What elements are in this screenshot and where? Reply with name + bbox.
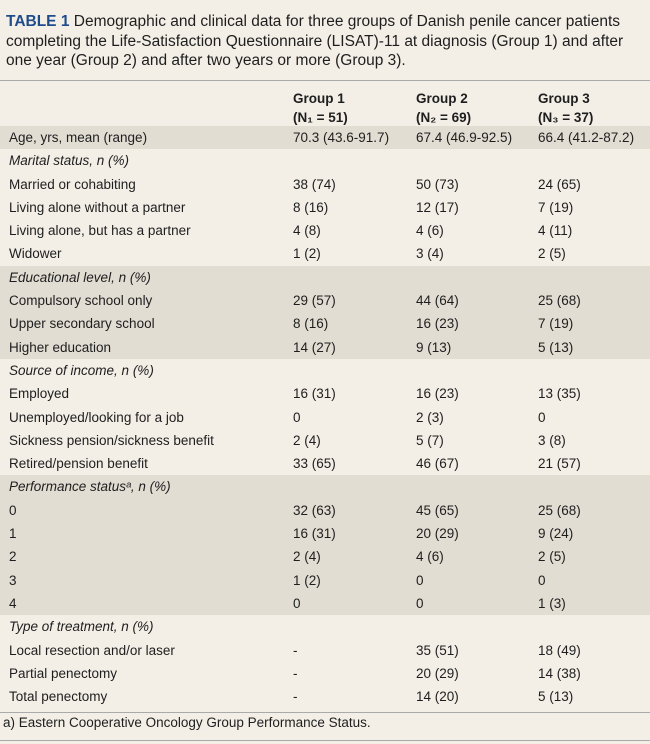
table-row (0, 592, 650, 615)
table-row (0, 406, 650, 429)
row-label: Local resection and/or laser (9, 642, 175, 658)
cell-group-1: 38 (74) (293, 176, 336, 192)
table-row (0, 336, 650, 359)
cell-group-3: 2 (5) (538, 549, 566, 565)
column-name: Group 3 (538, 91, 590, 106)
cell-group-2: 50 (73) (416, 176, 459, 192)
cell-group-1: 70.3 (43.6-91.7) (293, 130, 390, 145)
section-header-row (0, 475, 650, 498)
cell-group-3: 7 (19) (538, 199, 574, 215)
row-label: Retired/pension benefit (9, 456, 148, 472)
table-body (0, 126, 650, 708)
table-row (0, 662, 650, 685)
table-row (0, 173, 650, 196)
cell-group-3: 1 (3) (538, 595, 566, 611)
row-label: Unemployed/looking for a job (9, 409, 184, 425)
table-row (0, 196, 650, 219)
row-label: Living alone without a partner (9, 199, 186, 215)
section-header-row (0, 149, 650, 172)
cell-group-3: 18 (49) (538, 642, 581, 658)
cell-group-3: 4 (11) (538, 223, 573, 239)
cell-group-1: - (293, 642, 298, 658)
cell-group-1: - (293, 689, 298, 705)
bottom-rule (0, 740, 650, 741)
cell-group-2: 4 (6) (416, 223, 444, 239)
cell-group-2: 0 (416, 595, 424, 611)
row-label: Employed (9, 386, 70, 402)
table-row (0, 499, 650, 522)
cell-group-1: 8 (16) (293, 199, 329, 215)
row-label: 4 (9, 595, 17, 611)
cell-group-2: 45 (65) (416, 502, 459, 518)
row-label: Sickness pension/sickness benefit (9, 432, 214, 448)
cell-group-3: 0 (538, 409, 546, 425)
cell-group-2: 67.4 (46.9-92.5) (416, 130, 513, 145)
column-header-group-3 (538, 89, 593, 127)
cell-group-3: 3 (8) (538, 432, 566, 448)
cell-group-1: 29 (57) (293, 293, 336, 309)
cell-group-1: 32 (63) (293, 502, 336, 518)
cell-group-2: 2 (3) (416, 409, 444, 425)
cell-group-3: 25 (68) (538, 502, 581, 518)
table-row (0, 545, 650, 568)
cell-group-2: 46 (67) (416, 456, 459, 472)
row-label: Source of income, n (%) (9, 362, 154, 378)
cell-group-2: 12 (17) (416, 199, 459, 215)
cell-group-2: 0 (416, 572, 424, 588)
row-label: Marital status, n (%) (9, 153, 130, 169)
column-name: Group 1 (293, 91, 345, 106)
column-n: (N₂ = 69) (416, 110, 472, 125)
cell-group-3: 13 (35) (538, 386, 581, 402)
cell-group-2: 16 (23) (416, 316, 459, 332)
cell-group-2: 44 (64) (416, 293, 459, 309)
table-label: TABLE 1 (6, 13, 70, 30)
column-n: (N₁ = 51) (293, 110, 348, 125)
row-label: Age, yrs, mean (range) (9, 130, 148, 145)
table-row (0, 452, 650, 475)
cell-group-1: 1 (2) (293, 246, 321, 262)
section-header-row (0, 359, 650, 382)
cell-group-2: 35 (51) (416, 642, 459, 658)
row-label: Educational level, n (%) (9, 269, 151, 285)
column-header-group-2 (416, 89, 471, 127)
table-row (0, 242, 650, 265)
cell-group-3: 21 (57) (538, 456, 581, 472)
caption-text: Demographic and clinical data for three groups of Danish penile cancer patients completing the Life-Satisfaction Questionnaire (LISAT)-11 at diagnosis (Group 1) and after one year (Group 2) and after two years or more (Group 3). (6, 13, 624, 69)
cell-group-3: 14 (38) (538, 665, 581, 681)
cell-group-1: 1 (2) (293, 572, 321, 588)
cell-group-2: 4 (6) (416, 549, 444, 565)
row-label: 1 (9, 526, 17, 542)
row-label: Partial penectomy (9, 665, 118, 681)
cell-group-2: 16 (23) (416, 386, 459, 402)
cell-group-1: - (293, 665, 298, 681)
cell-group-3: 2 (5) (538, 246, 566, 262)
section-header-row (0, 615, 650, 638)
cell-group-3: 25 (68) (538, 293, 581, 309)
table-row (0, 219, 650, 242)
cell-group-1: 33 (65) (293, 456, 336, 472)
cell-group-1: 0 (293, 409, 301, 425)
row-label: Widower (9, 246, 62, 262)
row-label: 0 (9, 502, 17, 518)
table-row (0, 289, 650, 312)
cell-group-1: 2 (4) (293, 549, 321, 565)
row-label: Type of treatment, n (%) (9, 619, 154, 635)
row-label: Compulsory school only (9, 293, 153, 309)
column-name: Group 2 (416, 91, 468, 106)
cell-group-1: 8 (16) (293, 316, 329, 332)
cell-group-1: 4 (8) (293, 223, 321, 239)
table-row (0, 639, 650, 662)
cell-group-3: 5 (13) (538, 339, 574, 355)
row-label: Performance statusᵃ, n (%) (9, 479, 171, 495)
cell-group-3: 7 (19) (538, 316, 574, 332)
cell-group-2: 20 (29) (416, 526, 459, 542)
cell-group-3: 24 (65) (538, 176, 581, 192)
cell-group-1: 2 (4) (293, 432, 321, 448)
row-label: Higher education (9, 339, 112, 355)
section-header-row (0, 266, 650, 289)
cell-group-1: 16 (31) (293, 526, 336, 542)
table-row (0, 382, 650, 405)
cell-group-2: 14 (20) (416, 689, 459, 705)
cell-group-2: 5 (7) (416, 432, 444, 448)
table-row (0, 126, 650, 149)
table-header (0, 80, 650, 127)
table-row (0, 522, 650, 545)
table-row (0, 569, 650, 592)
table-caption (6, 12, 646, 71)
row-label: Living alone, but has a partner (9, 223, 191, 239)
row-label: Married or cohabiting (9, 176, 136, 192)
row-label: Upper secondary school (9, 316, 155, 332)
cell-group-3: 5 (13) (538, 689, 574, 705)
table-row (0, 312, 650, 335)
cell-group-3: 0 (538, 572, 546, 588)
cell-group-2: 20 (29) (416, 665, 459, 681)
row-label: Total penectomy (9, 689, 108, 705)
cell-group-1: 14 (27) (293, 339, 336, 355)
column-header-group-1 (293, 89, 348, 127)
row-label: 3 (9, 572, 17, 588)
cell-group-2: 9 (13) (416, 339, 452, 355)
cell-group-2: 3 (4) (416, 246, 444, 262)
table-row (0, 685, 650, 708)
cell-group-3: 66.4 (41.2-87.2) (538, 130, 635, 145)
cell-group-1: 0 (293, 595, 301, 611)
row-label: 2 (9, 549, 17, 565)
cell-group-1: 16 (31) (293, 386, 336, 402)
column-n: (N₃ = 37) (538, 110, 594, 125)
table-footnote: a) Eastern Cooperative Oncology Group Performance Status. (0, 712, 650, 733)
table-row (0, 429, 650, 452)
cell-group-3: 9 (24) (538, 526, 574, 542)
